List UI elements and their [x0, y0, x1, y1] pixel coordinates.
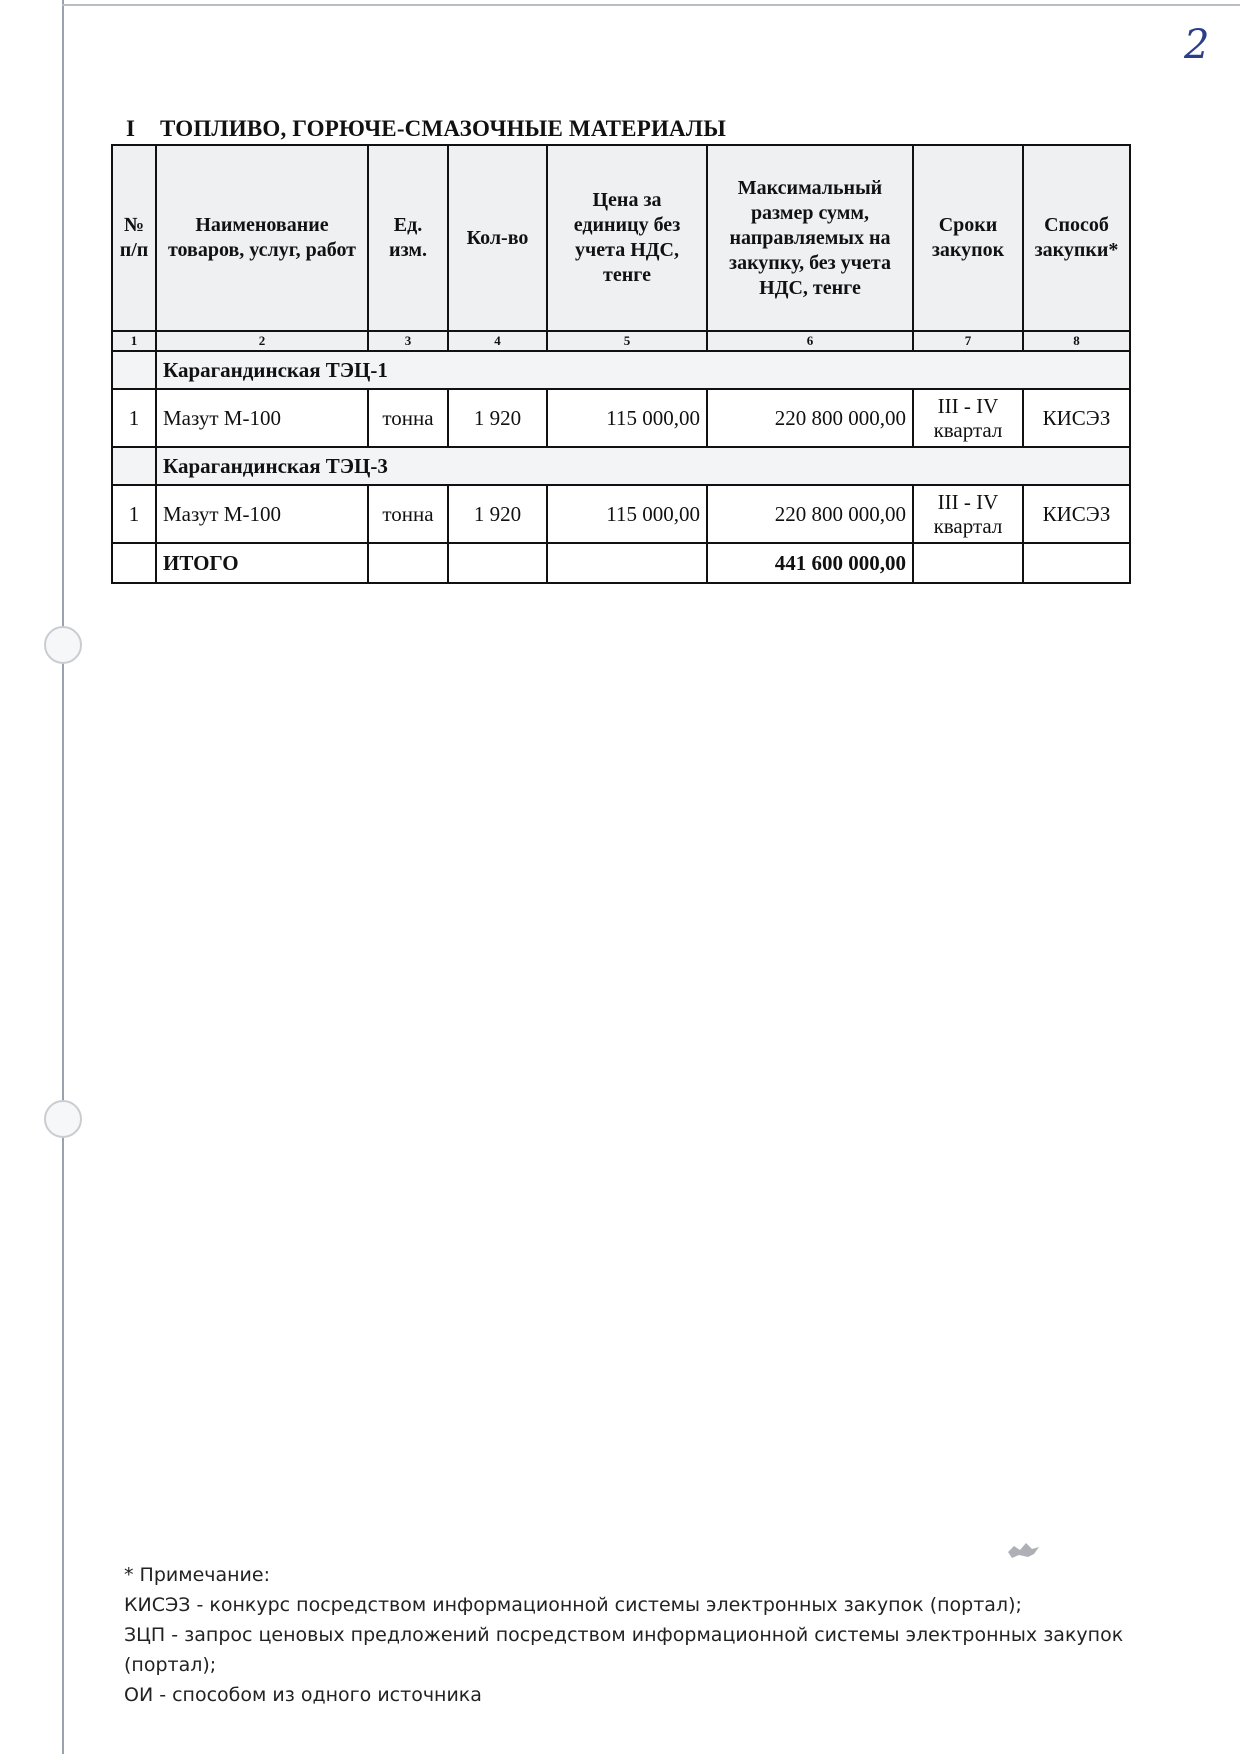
scan-smudge	[1004, 1538, 1044, 1562]
header-name: Наименование товаров, услуг, работ	[156, 145, 368, 331]
item-method: КИСЭЗ	[1023, 389, 1130, 447]
column-number-row	[112, 331, 1130, 351]
total-empty-cell	[368, 543, 448, 583]
column-number: 3	[368, 331, 448, 351]
procurement-table	[111, 144, 1131, 584]
group-num-cell	[112, 447, 156, 485]
column-number: 5	[547, 331, 707, 351]
group-num-cell	[112, 351, 156, 389]
item-period	[913, 389, 1023, 447]
section-title-text: ТОПЛИВО, ГОРЮЧЕ-СМАЗОЧНЫЕ МАТЕРИАЛЫ	[160, 116, 726, 141]
punch-hole-top	[44, 626, 82, 664]
punch-hole-bottom	[44, 1100, 82, 1138]
item-name: Мазут М-100	[156, 485, 368, 543]
table-row	[112, 485, 1130, 543]
note-line: ОИ - способом из одного источника	[124, 1684, 482, 1706]
total-empty-cell	[448, 543, 547, 583]
handwritten-page-number: 2	[1184, 22, 1210, 68]
header-unit: Ед. изм.	[368, 145, 448, 331]
group-name: Карагандинская ТЭЦ-1	[156, 351, 1130, 389]
header-row	[112, 145, 1130, 331]
item-max-sum: 220 800 000,00	[707, 389, 913, 447]
group-row-tec1	[112, 351, 1130, 389]
item-period-line1: III - IV	[937, 394, 999, 418]
total-max-sum: 441 600 000,00	[707, 543, 913, 583]
header-period: Сроки закупок	[913, 145, 1023, 331]
scan-edge-top	[62, 4, 1240, 6]
header-price: Цена за единицу без учета НДС, тенге	[547, 145, 707, 331]
scan-edge-left	[62, 0, 64, 1754]
column-number: 4	[448, 331, 547, 351]
header-max-sum: Максимальный размер сумм, направляемых на закупку, без учета НДС, тенге	[707, 145, 913, 331]
section-roman-numeral: I	[126, 116, 136, 141]
item-qty: 1 920	[448, 389, 547, 447]
total-empty-cell	[112, 543, 156, 583]
item-num: 1	[112, 485, 156, 543]
total-empty-cell	[1023, 543, 1130, 583]
section-title	[126, 116, 726, 142]
header-qty: Кол-во	[448, 145, 547, 331]
header-num: № п/п	[112, 145, 156, 331]
total-empty-cell	[547, 543, 707, 583]
column-number: 2	[156, 331, 368, 351]
group-row-tec3	[112, 447, 1130, 485]
total-label: ИТОГО	[156, 543, 368, 583]
item-period-line2: квартал	[933, 514, 1003, 538]
item-qty: 1 920	[448, 485, 547, 543]
item-period-line1: III - IV	[937, 490, 999, 514]
group-name: Карагандинская ТЭЦ-3	[156, 447, 1130, 485]
total-row	[112, 543, 1130, 583]
column-number: 1	[112, 331, 156, 351]
column-number: 8	[1023, 331, 1130, 351]
item-period-line2: квартал	[933, 418, 1003, 442]
item-period	[913, 485, 1023, 543]
item-method: КИСЭЗ	[1023, 485, 1130, 543]
notes-title: * Примечание:	[124, 1564, 270, 1586]
column-number: 7	[913, 331, 1023, 351]
column-number: 6	[707, 331, 913, 351]
item-name: Мазут М-100	[156, 389, 368, 447]
item-max-sum: 220 800 000,00	[707, 485, 913, 543]
note-line: КИСЭЗ - конкурс посредством информационной системы электронных закупок (портал);	[124, 1594, 1022, 1616]
total-empty-cell	[913, 543, 1023, 583]
notes-block	[124, 1560, 1124, 1710]
header-method: Способ закупки*	[1023, 145, 1130, 331]
item-unit: тонна	[368, 485, 448, 543]
item-unit: тонна	[368, 389, 448, 447]
table-row	[112, 389, 1130, 447]
note-line: ЗЦП - запрос ценовых предложений посредством информационной системы электронных закупок (портал);	[124, 1624, 1124, 1676]
item-price: 115 000,00	[547, 389, 707, 447]
item-price: 115 000,00	[547, 485, 707, 543]
item-num: 1	[112, 389, 156, 447]
